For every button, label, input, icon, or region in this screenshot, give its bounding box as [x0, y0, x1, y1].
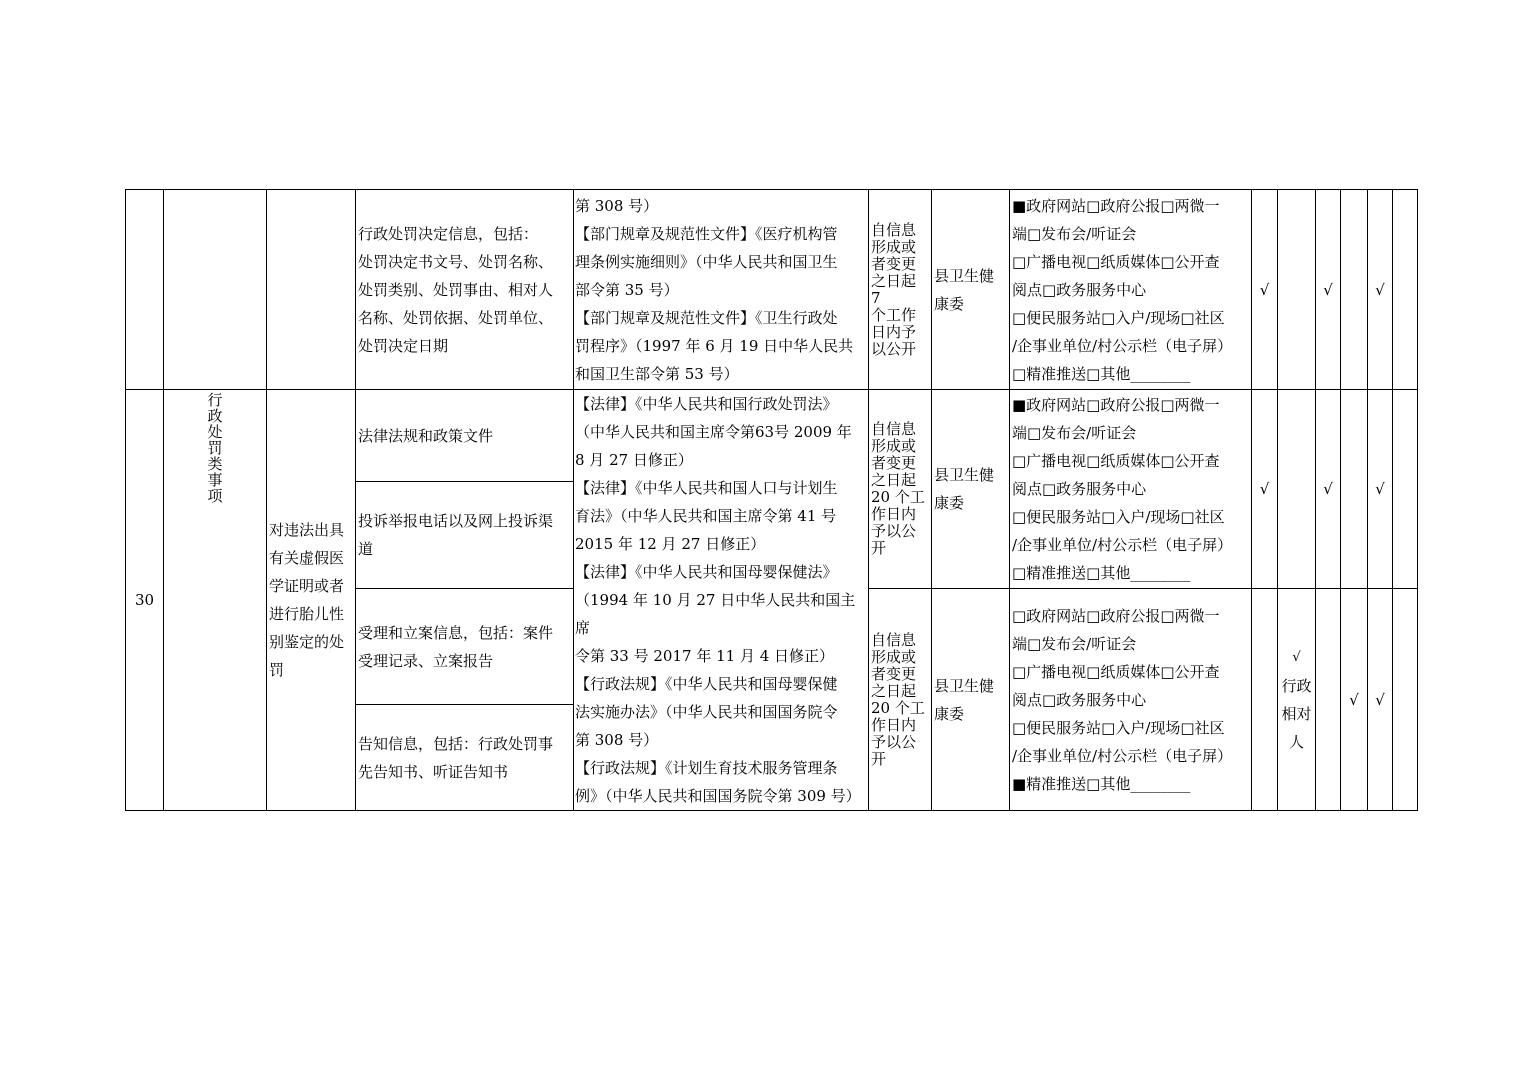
table-row — [126, 190, 1418, 390]
basis-line: 【法律】《中华人民共和国人口与计划生 — [575, 479, 838, 497]
time-limit-line: 形成或 — [871, 437, 917, 455]
time-limit-line: 者变更 — [871, 254, 917, 273]
channel-line: ■精准推送□其他________ — [1012, 774, 1191, 793]
channel-cell — [1010, 589, 1252, 811]
subject-cell: 县卫生健康委 — [932, 190, 1010, 390]
basis-line: 第 308 号） — [575, 731, 659, 749]
content-line: 告知信息，包括：行政处罚事 — [358, 734, 554, 753]
item-line: 罚 — [269, 661, 285, 679]
time-limit-line: 予以公 — [871, 522, 917, 540]
time-limit-line: 者变更 — [871, 454, 917, 472]
time-limit-line: 开 — [871, 539, 887, 557]
basis-line: 和国卫生部令第 53 号） — [575, 364, 739, 383]
time-limit-line: 20 个工 — [871, 698, 925, 717]
basis-line: 部令第 35 号） — [575, 280, 679, 299]
basis-line: 第 308 号） — [575, 196, 659, 215]
disclosure-basis-cell — [574, 390, 869, 811]
time-limit-line: 以公开 — [871, 339, 917, 358]
channel-line: □广播电视□纸质媒体□公开查 — [1012, 452, 1220, 470]
check-cell — [1252, 589, 1278, 811]
check-cell — [1316, 589, 1341, 811]
category-cell — [164, 190, 267, 390]
basis-line: （中华人民共和国主席令第63号 2009 年 — [575, 423, 852, 441]
channel-line: 端□发布会/听证会 — [1012, 634, 1137, 653]
basis-line: 【部门规章及规范性文件】《卫生行政处 — [575, 308, 838, 327]
channel-cell — [1010, 390, 1252, 589]
check-cell — [1341, 390, 1368, 589]
category-char: 行 — [207, 391, 223, 409]
category-char: 处 — [207, 423, 223, 441]
basis-line: 【行政法规】《计划生育技术服务管理条 — [575, 759, 838, 777]
content-line: 名称、处罚依据、处罚单位、 — [358, 308, 554, 327]
channel-line: □广播电视□纸质媒体□公开查 — [1012, 252, 1220, 271]
content-line: 投诉举报电话以及网上投诉渠 — [358, 512, 554, 530]
time-limit-line: 开 — [871, 749, 887, 768]
time-limit-line: 之日起 7 — [871, 271, 917, 307]
check-cell — [1341, 190, 1368, 390]
time-limit-line: 自信息 — [871, 420, 917, 438]
content-line: 处罚决定日期 — [358, 336, 449, 355]
time-limit-cell — [869, 390, 932, 589]
basis-line: 令第 33 号 2017 年 11 月 4 日修正） — [575, 647, 835, 665]
time-limit-line: 之日起 — [871, 681, 917, 700]
disclosure-basis-cell — [574, 190, 869, 390]
basis-line: （1994 年 10 月 27 日中华人民共和国主席 — [575, 591, 856, 637]
time-limit-line: 形成或 — [871, 237, 917, 256]
scope-line: 行政 — [1281, 676, 1312, 695]
content-line: 道 — [358, 540, 374, 558]
category-char: 罚 — [207, 439, 223, 457]
item-name-cell — [267, 390, 356, 811]
channel-line: /企事业单位/村公示栏（电子屏） — [1012, 336, 1233, 355]
subject-cell: 县卫生健康委 — [932, 589, 1010, 811]
time-limit-cell — [869, 589, 932, 811]
check-cell: √ — [1316, 190, 1341, 390]
channel-line: 阅点□政务服务中心 — [1012, 690, 1147, 709]
time-limit-line: 形成或 — [871, 647, 917, 666]
channel-line: 端□发布会/听证会 — [1012, 224, 1137, 243]
channel-line: /企事业单位/村公示栏（电子屏） — [1012, 746, 1233, 765]
category-char: 类 — [207, 455, 223, 473]
item-cell — [267, 190, 356, 390]
channel-line: □便民服务站□入户/现场□社区 — [1012, 508, 1225, 526]
channel-line: □便民服务站□入户/现场□社区 — [1012, 718, 1225, 737]
disclosure-content-cell — [356, 190, 574, 390]
check-cell: √ — [1368, 390, 1393, 589]
disclosure-content-cell: 法律法规和政策文件 — [356, 390, 574, 482]
basis-line: 例》（中华人民共和国国务院令第 309 号） — [575, 787, 861, 805]
check-cell: √ — [1316, 390, 1341, 589]
scope-line: 相对 — [1281, 704, 1312, 723]
basis-line: 【法律】《中华人民共和国母婴保健法》 — [575, 563, 838, 581]
time-limit-line: 之日起 — [871, 471, 917, 489]
table-row — [126, 390, 1418, 482]
disclosure-content-cell — [356, 589, 574, 705]
channel-line: □精准推送□其他________ — [1012, 364, 1191, 383]
channel-line: ■政府网站□政府公报□两微一 — [1012, 396, 1220, 414]
check-cell — [1393, 589, 1418, 811]
time-limit-line: 予以公 — [871, 732, 917, 751]
item-line: 别鉴定的处 — [269, 633, 345, 651]
basis-line: 8 月 27 日修正） — [575, 451, 693, 469]
channel-line: 阅点□政务服务中心 — [1012, 480, 1147, 498]
time-limit-line: 者变更 — [871, 664, 917, 683]
basis-line: 罚程序》（1997 年 6 月 19 日中华人民共 — [575, 336, 854, 355]
content-line: 行政处罚决定信息，包括： — [358, 224, 539, 243]
content-line: 受理记录、立案报告 — [358, 651, 494, 670]
disclosure-content-cell — [356, 705, 574, 811]
check-cell: √ — [1368, 589, 1393, 811]
content-line: 受理和立案信息，包括：案件 — [358, 623, 554, 642]
category-char: 政 — [207, 407, 223, 425]
basis-line: 【行政法规】《中华人民共和国母婴保健 — [575, 675, 838, 693]
channel-line: □便民服务站□入户/现场□社区 — [1012, 308, 1225, 327]
item-line: 学证明或者 — [269, 577, 345, 595]
time-limit-cell — [869, 190, 932, 390]
time-limit-line: 20 个工 — [871, 488, 925, 506]
time-limit-line: 作日内 — [871, 505, 917, 523]
channel-line: /企事业单位/村公示栏（电子屏） — [1012, 536, 1233, 554]
category-char: 事 — [207, 471, 223, 489]
channel-line: □精准推送□其他________ — [1012, 564, 1191, 582]
subject-cell: 县卫生健康委 — [932, 390, 1010, 589]
channel-line: □广播电视□纸质媒体□公开查 — [1012, 662, 1220, 681]
check-cell: √ — [1252, 390, 1278, 589]
check-cell: √ — [1341, 589, 1368, 811]
time-limit-line: 自信息 — [871, 220, 917, 239]
time-limit-line: 自信息 — [871, 630, 917, 649]
scope-line: 人 — [1288, 732, 1304, 751]
item-number-cell: 30 — [126, 390, 164, 811]
item-line: 有关虚假医 — [269, 549, 345, 567]
channel-line: 端□发布会/听证会 — [1012, 424, 1137, 442]
time-limit-line: 日内予 — [871, 322, 917, 341]
basis-line: 【部门规章及规范性文件】《医疗机构管 — [575, 224, 838, 243]
channel-cell — [1010, 190, 1252, 390]
basis-line: 理条例实施细则》（中华人民共和国卫生 — [575, 252, 838, 271]
basis-line: 【法律】《中华人民共和国行政处罚法》 — [575, 395, 838, 413]
item-line: 进行胎儿性 — [269, 605, 345, 623]
category-char: 项 — [207, 487, 223, 505]
check-cell — [1393, 190, 1418, 390]
channel-line: ■政府网站□政府公报□两微一 — [1012, 196, 1220, 215]
basis-line: 2015 年 12 月 27 日修正） — [575, 535, 766, 553]
basis-line: 法实施办法》（中华人民共和国国务院令 — [575, 703, 838, 721]
check-cell — [1278, 390, 1316, 589]
check-cell: √ — [1252, 190, 1278, 390]
check-cell — [1393, 390, 1418, 589]
time-limit-line: 个工作 — [871, 305, 917, 324]
scope-line: √ — [1292, 649, 1301, 665]
scope-cell — [1278, 589, 1316, 811]
basis-line: 育法》（中华人民共和国主席令第 41 号 — [575, 507, 837, 525]
check-cell: √ — [1368, 190, 1393, 390]
channel-line: □政府网站□政府公报□两微一 — [1012, 606, 1220, 625]
content-line: 处罚决定书文号、处罚名称、 — [358, 252, 554, 271]
disclosure-table — [125, 189, 1418, 811]
time-limit-line: 作日内 — [871, 715, 917, 734]
content-line: 先告知书、听证告知书 — [358, 762, 509, 781]
disclosure-content-cell — [356, 482, 574, 589]
item-line: 对违法出具 — [269, 521, 345, 539]
check-cell — [1278, 190, 1316, 390]
category-cell — [164, 390, 267, 811]
channel-line: 阅点□政务服务中心 — [1012, 280, 1147, 299]
number-cell — [126, 190, 164, 390]
content-line: 处罚类别、处罚事由、相对人 — [358, 280, 554, 299]
